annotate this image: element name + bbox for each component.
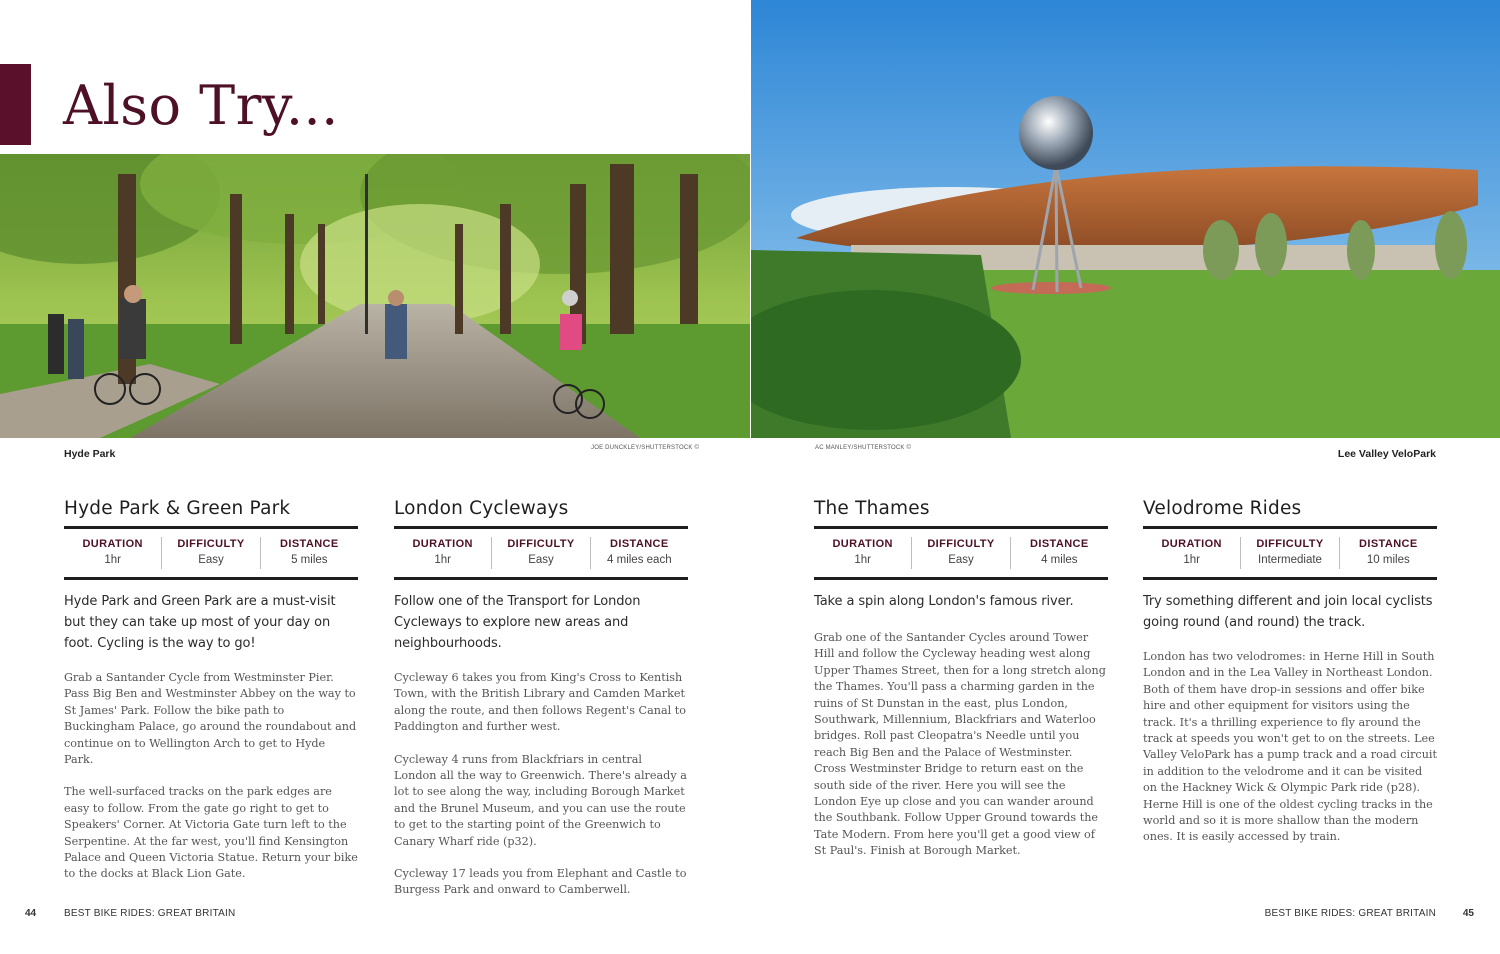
ride-title: London Cycleways — [394, 498, 569, 519]
ride-intro: Try something different and join local cyclists going round (and round) the track. — [1143, 594, 1433, 630]
stat-duration — [64, 537, 161, 569]
stat-label: DURATION — [832, 538, 893, 550]
stat-label: DISTANCE — [1030, 538, 1089, 550]
ride-paragraph: Cycleway 4 runs from Blackfriars in central London all the way to Greenwich. There's already a lot to see along the way, including Borough Market and the Brunel Museum, and you can use the route to get to the starting point of the Greenwich to Canary Wharf ride (p32). — [394, 752, 687, 848]
stat-label: DISTANCE — [280, 538, 339, 550]
stat-label: DISTANCE — [1359, 538, 1418, 550]
hyde-park-photo — [0, 154, 750, 438]
stat-distance — [260, 537, 358, 569]
stat-distance — [1010, 537, 1108, 569]
stat-distance — [590, 537, 688, 569]
ride-title: Hyde Park & Green Park — [64, 498, 291, 519]
footer-title-right: BEST BIKE RIDES: GREAT BRITAIN — [1264, 908, 1436, 919]
ride-paragraph: Cycleway 17 leads you from Elephant and Castle to Burgess Park and onward to Camberwell. — [394, 867, 687, 897]
stat-difficulty — [491, 537, 589, 569]
ride-the-thames — [814, 496, 1108, 860]
stat-value: 5 miles — [291, 554, 328, 566]
page-heading: Also Try... — [63, 74, 339, 137]
stat-value: 1hr — [104, 554, 121, 566]
page-number-right: 45 — [1462, 908, 1474, 919]
stat-difficulty — [1240, 537, 1338, 569]
stat-value: 1hr — [1183, 554, 1200, 566]
stat-label: DIFFICULTY — [177, 538, 245, 550]
stat-distance — [1339, 537, 1437, 569]
velodrome-photo — [751, 0, 1500, 438]
stat-value: 1hr — [854, 554, 871, 566]
stat-value: 1hr — [434, 554, 451, 566]
stat-value: Easy — [948, 554, 974, 566]
stat-label: DIFFICULTY — [507, 538, 575, 550]
ride-paragraph: The well-surfaced tracks on the park edges are easy to follow. From the gate go right to get to Speakers' Corner. At Victoria Gate turn left to the Serpentine. At the far west, you'll find Kensington Palace and Queen Victoria Statue. Return your bike to the docks at Black Lion Gate. — [64, 785, 358, 881]
stat-duration — [814, 537, 911, 569]
stat-duration — [394, 537, 491, 569]
stat-value: Easy — [198, 554, 224, 566]
ride-stats — [394, 526, 688, 580]
stat-duration — [1143, 537, 1240, 569]
footer-title-left: BEST BIKE RIDES: GREAT BRITAIN — [64, 908, 236, 919]
ride-paragraph: Cycleway 6 takes you from King's Cross to Kentish Town, with the British Library and Camden Market along the route, and then follows Regent's Canal to Paddington and further west. — [394, 671, 686, 734]
ride-stats — [814, 526, 1108, 580]
stat-label: DURATION — [412, 538, 473, 550]
ride-paragraph: Grab one of the Santander Cycles around Tower Hill and follow the Cycleway heading west along Upper Thames Street, then for a long stretch along the Thames. You'll pass a charming garden in the ruins of St Dunstan in the east, plus London, Southwark, Millennium, Blackfriars and Waterloo bridges. Roll past Cleopatra's Needle until you reach Big Ben and the Palace of Westminster. Cross Westminster Bridge to return east on the south side of the river. Here you will see the London Eye up close and you can wander around the Southbank. Follow Upper Ground towards the Tate Modern. From here you'll get a good view of St Paul's. Finish at Borough Market. — [814, 631, 1106, 858]
ride-intro: Follow one of the Transport for London Cycleways to explore new areas and neighbourhoods. — [394, 594, 641, 651]
stat-label: DURATION — [1161, 538, 1222, 550]
photo-caption-left: Hyde Park — [64, 448, 116, 460]
stat-difficulty — [161, 537, 259, 569]
ride-stats — [1143, 526, 1437, 580]
photo-credit-right: AC MANLEY/SHUTTERSTOCK © — [815, 445, 912, 451]
page-number-left: 44 — [25, 908, 37, 919]
stat-value: 4 miles each — [607, 554, 672, 566]
stat-label: DIFFICULTY — [927, 538, 995, 550]
stat-difficulty — [911, 537, 1009, 569]
ride-intro: Hyde Park and Green Park are a must-visit but they can take up most of your day on foot. Cycling is the way to go! — [64, 594, 336, 651]
photo-caption-right: Lee Valley VeloPark — [1337, 448, 1436, 460]
ride-paragraph: London has two velodromes: in Herne Hill in South London and in the Lea Valley in Northeast London. Both of them have drop-in sessions and offer bike hire and other equipment for visitors using the track. It's a thrilling experience to fly around the track at speeds you won't get to on the streets. Lee Valley VeloPark has a pump track and a road circuit in addition to the velodrome and it can be visited on the Hackney Wick & Olympic Park ride (p28). Herne Hill is one of the oldest cycling tracks in the world and so it is more shallow than the modern ones. It is easily accessed by train. — [1143, 650, 1437, 844]
ride-hyde-park — [64, 496, 358, 883]
stat-label: DURATION — [82, 538, 143, 550]
stat-value: 10 miles — [1366, 554, 1410, 566]
stat-label: DISTANCE — [610, 538, 669, 550]
stat-value: Easy — [528, 554, 554, 566]
ride-paragraph: Grab a Santander Cycle from Westminster Pier. Pass Big Ben and Westminster Abbey on the way to St James' Park. Follow the bike path to Buckingham Palace, go around the roundabout and continue on to Wellington Arch to get to Hyde Park. — [64, 671, 357, 767]
stat-value: 4 miles — [1041, 554, 1078, 566]
ride-title: The Thames — [814, 498, 930, 519]
ride-intro: Take a spin along London's famous river. — [814, 594, 1074, 609]
ride-stats — [64, 526, 358, 580]
photo-credit-left: JOE DUNCKLEY/SHUTTERSTOCK © — [591, 445, 700, 451]
stat-label: DIFFICULTY — [1256, 538, 1324, 550]
ride-title: Velodrome Rides — [1143, 498, 1302, 519]
accent-bar — [0, 64, 31, 145]
stat-value: Intermediate — [1258, 554, 1322, 566]
ride-london-cycleways — [394, 496, 688, 899]
ride-velodrome — [1143, 496, 1437, 846]
